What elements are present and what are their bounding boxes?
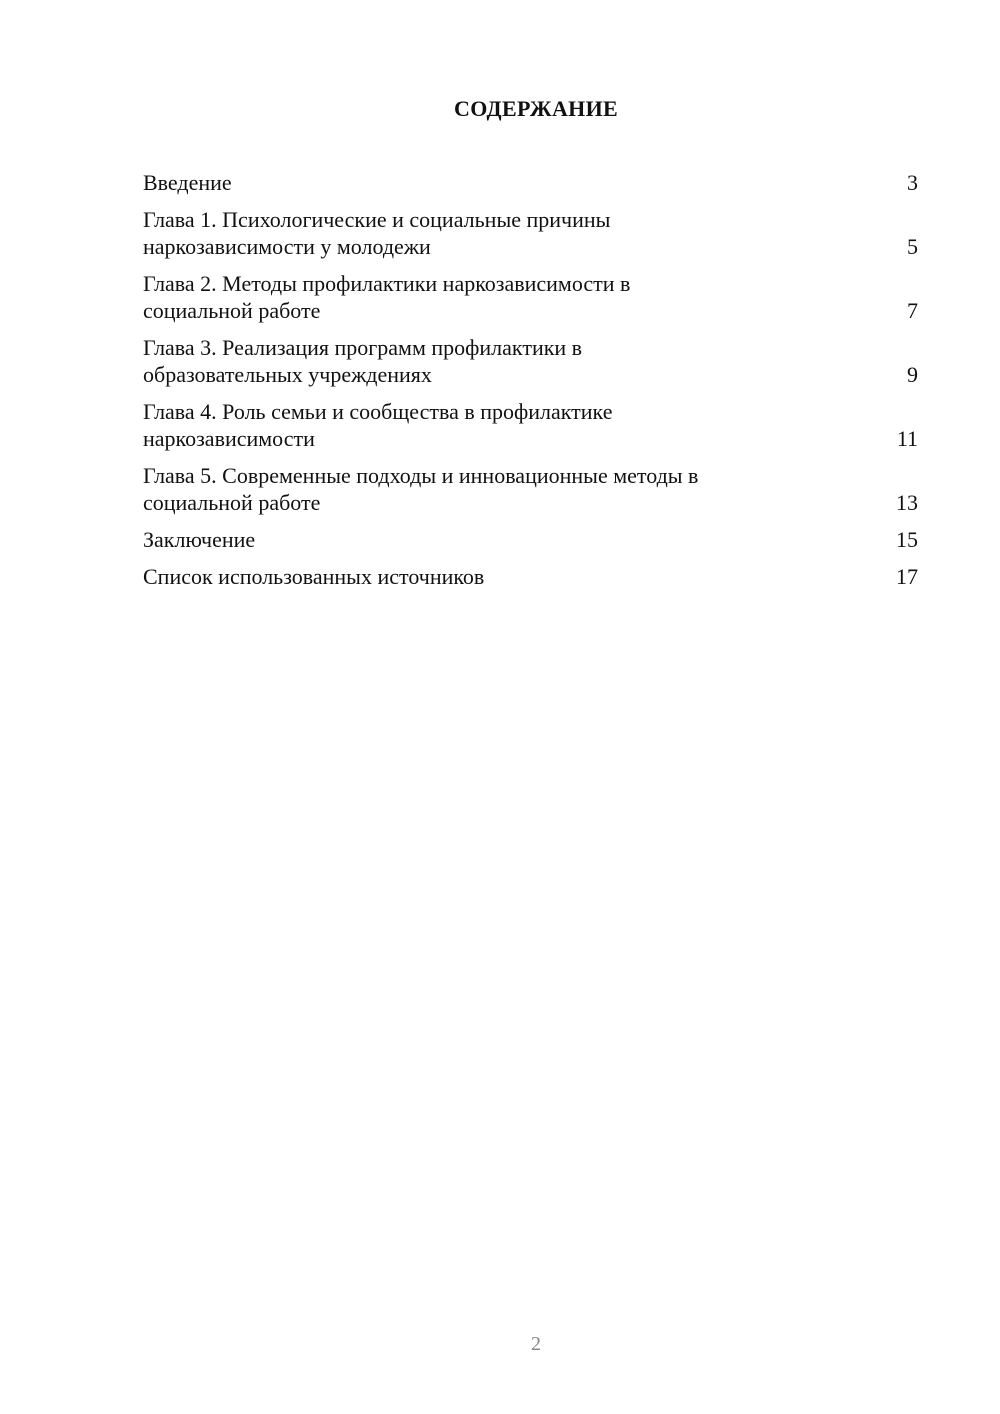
- toc-entry-conclusion[interactable]: [143, 526, 918, 553]
- toc-entry-page-number: 3: [907, 170, 918, 195]
- toc-entry-page-number: 15: [896, 527, 918, 552]
- toc-entry-page-number: 11: [896, 426, 918, 451]
- toc-entry-references[interactable]: [143, 563, 918, 590]
- toc-entry-chapter-3[interactable]: [143, 334, 918, 388]
- toc-entry-title-line: наркозависимости: [143, 426, 315, 451]
- toc-entry-title: [143, 398, 612, 452]
- toc-entry-title-line: Глава 3. Реализация программ профилактики в: [143, 335, 583, 360]
- toc-entry-page-number: 9: [907, 362, 918, 387]
- toc-entry-title-line: Глава 5. Современные подходы и инновационные методы в: [143, 463, 699, 488]
- footer-page-number: 2: [531, 1333, 541, 1355]
- toc-entry-title: [143, 169, 232, 196]
- toc-entry-title-line: Глава 1. Психологические и социальные причины: [143, 207, 611, 232]
- toc-entry-title-line: социальной работе: [143, 490, 321, 515]
- page-title: СОДЕРЖАНИЕ: [454, 96, 618, 121]
- toc-entry-title-line: Список использованных источников: [143, 564, 485, 589]
- toc-entry-page-number: 7: [907, 298, 918, 323]
- toc-entry-title-line: социальной работе: [143, 298, 321, 323]
- table-of-contents: [143, 169, 918, 600]
- toc-entry-title: [143, 526, 255, 553]
- toc-entry-introduction[interactable]: [143, 169, 918, 196]
- toc-entry-page-number: 17: [896, 564, 918, 589]
- toc-entry-chapter-1[interactable]: [143, 206, 918, 260]
- toc-entry-title: [143, 334, 582, 388]
- toc-entry-chapter-4[interactable]: [143, 398, 918, 452]
- toc-entry-chapter-5[interactable]: [143, 462, 918, 516]
- toc-entry-title: [143, 270, 630, 324]
- toc-entry-title-line: образовательных учреждениях: [143, 362, 432, 387]
- toc-entry-title: [143, 462, 698, 516]
- toc-entry-title: [143, 206, 610, 260]
- toc-entry-title-line: Глава 2. Методы профилактики наркозависимости в: [143, 271, 631, 296]
- toc-entry-title-line: Заключение: [143, 527, 256, 552]
- toc-entry-title-line: наркозависимости у молодежи: [143, 234, 431, 259]
- toc-entry-page-number: 5: [907, 234, 918, 259]
- toc-entry-title-line: Глава 4. Роль семьи и сообщества в профилактике: [143, 399, 613, 424]
- toc-entry-title-line: Введение: [143, 170, 232, 195]
- toc-entry-page-number: 13: [896, 490, 918, 515]
- toc-entry-chapter-2[interactable]: [143, 270, 918, 324]
- toc-entry-title: [143, 563, 484, 590]
